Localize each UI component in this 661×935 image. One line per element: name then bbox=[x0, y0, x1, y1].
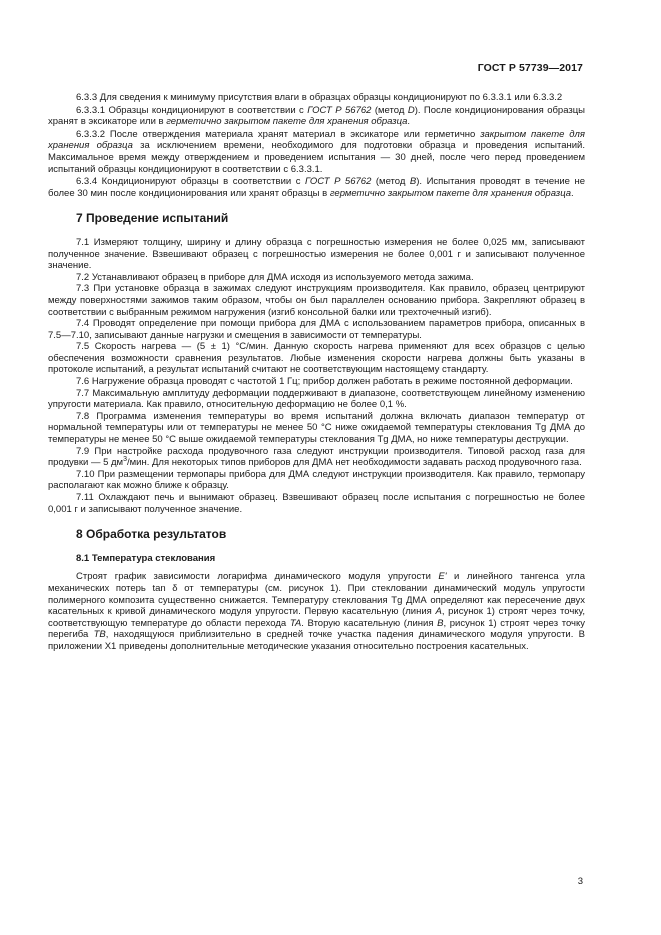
symbol: A bbox=[435, 606, 442, 618]
emphasis: герметично закрытом пакете для хранения образца bbox=[329, 187, 572, 199]
text: ). После кондиционирования образцы хранят в эксикаторе или в bbox=[48, 104, 585, 128]
paragraph-8-1 bbox=[48, 571, 585, 652]
text: (метод bbox=[371, 104, 408, 116]
text: , рисунок 1) строят через точку, соответствующую температуре до области перехода bbox=[48, 606, 585, 629]
standard-header: ГОСТ Р 57739—2017 bbox=[477, 62, 583, 74]
text: , находящуюся приблизительно в средней точке участка падения динамического модуля упругости. В приложении Х1 приведены дополнительные методические указания относительно построения касательных. bbox=[48, 629, 585, 652]
text: ). Испытания проводят в течение не более 30 мин после кондиционирования или хранят образцы в bbox=[48, 176, 586, 199]
paragraph-6-3-3-1 bbox=[48, 105, 585, 128]
text: . bbox=[571, 187, 574, 199]
symbol: B bbox=[437, 617, 444, 629]
standard-reference: ГОСТ Р 56762 bbox=[307, 104, 372, 116]
paragraph-7-3: 7.3 При установке образца в зажимах следуют инструкциям производителя. Как правило, образец центрируют между поверхностями зажимов таким образом, чтобы он был параллелен основанию прибора. Закрепляют образец в соответствии с выбранным режимом нагружения (изгиб консольной балки или трехточечный изгиб). bbox=[48, 283, 585, 318]
method-letter: D bbox=[407, 104, 415, 116]
document-body bbox=[48, 92, 585, 653]
text: . bbox=[407, 116, 411, 128]
symbol: TB bbox=[93, 629, 106, 641]
page-number: 3 bbox=[577, 876, 583, 887]
emphasis: закрытом пакете для хранения образца bbox=[48, 128, 585, 152]
text: 6.3.3.1 Образцы кондиционируют в соответствии с bbox=[76, 104, 308, 116]
text: за исключением времени, необходимого для подготовки образца и проведения испытаний. Максимальное время между отверждением и проведением испытания — 30 дней, после чего перед проведением испытаний образцы кондиционируют в соответствии с 6.3.3.1. bbox=[48, 140, 585, 175]
paragraph-7-10: 7.10 При размещении термопары прибора для ДМА следуют инструкции производителя. Как правило, термопару располагают как можно ближе к образцу. bbox=[48, 468, 585, 492]
text: 7.9 При настройке расхода продувочного газа следуют инструкции производителя. Типовой расход газа для продувки — 5 дм bbox=[48, 445, 585, 469]
superscript: 3 bbox=[123, 456, 127, 464]
text: . Вторую касательную (линия bbox=[301, 617, 438, 629]
paragraph-7-9 bbox=[48, 446, 585, 469]
paragraph-7-6: 7.6 Нагружение образца проводят с частотой 1 Гц; прибор должен работать в режиме постоянной деформации. bbox=[76, 376, 573, 388]
standard-reference: ГОСТ Р 56762 bbox=[304, 176, 372, 188]
text: Строят график зависимости логарифма динамического модуля упругости bbox=[76, 571, 439, 583]
paragraph-7-4: 7.4 Проводят определение при помощи прибора для ДМА с использованием параметров прибора, описанных в 7.5—7.10, записывают данные нагрузки и смещения в зависимости от температуры. bbox=[48, 318, 585, 341]
text: и линейного тангенса угла механических потерь tan δ от температуры (см. рисунок 1). При стекловании динамический модуль упругости полимерного композита существенно снижается. Температуру стеклования Tg ДМА определяют как пересечение двух касательных к кривой динамического модуля упругости. Первую касательную (линия bbox=[48, 571, 586, 618]
emphasis: герметично закрытом пакете для хранения образца bbox=[166, 116, 408, 128]
paragraph-7-2: 7.2 Устанавливают образец в приборе для ДМА исходя из используемого метода зажима. bbox=[76, 271, 474, 283]
paragraph-7-11: 7.11 Охлаждают печь и вынимают образец. Взвешивают образец после испытания с погрешностью не более 0,001 г и записывают полученное значение. bbox=[48, 492, 585, 515]
text: 6.3.3.2 После отверждения материала хранят материал в эксикаторе или герметично bbox=[76, 128, 481, 140]
text: 6.3.4 Кондиционируют образцы в соответствии с bbox=[76, 176, 305, 188]
text: /мин. Для некоторых типов приборов для ДМА нет необходимости задавать расход продувочного газа. bbox=[127, 457, 582, 469]
paragraph-7-8: 7.8 Программа изменения температуры во время испытаний должна включать диапазон температур от нормальной температуры или от температуры не менее 50 °С ниже ожидаемой температуры стеклования Tg ДМА до температуры не менее 50 °С выше ожидаемой температуры стеклования Tg ДМА, но ниже температуры деструкции. bbox=[48, 410, 585, 446]
text: , рисунок 1) строят через точку перегиба bbox=[48, 617, 585, 641]
paragraph-6-3-3: 6.3.3 Для сведения к минимуму присутствия влаги в образцах образцы кондиционируют по 6.3.3.1 или 6.3.3.2 bbox=[76, 92, 563, 103]
text: (метод bbox=[371, 176, 410, 188]
paragraph-7-5: 7.5 Скорость нагрева — (5 ± 1) °С/мин. Данную скорость нагрева применяют для всех образцов с целью обеспечения возможности сравнения результатов. Любые изменения скорости нагрева должны быть указаны в протоколе испытаний, а результат испытаний считают не соответствующим настоящему стандарту. bbox=[48, 341, 585, 376]
symbol: E' bbox=[438, 571, 447, 583]
paragraph-6-3-3-2 bbox=[48, 129, 585, 175]
section-heading-7: 7 Проведение испытаний bbox=[76, 211, 229, 226]
paragraph-7-7: 7.7 Максимальную амплитуду деформации поддерживают в диапазоне, соответствующем линейному изменению упругости материала. Как правило, относительную деформацию не более 0,1 %. bbox=[48, 387, 585, 411]
paragraph-6-3-4 bbox=[48, 176, 585, 199]
section-heading-8: 8 Обработка результатов bbox=[76, 527, 227, 542]
paragraph-7-1: 7.1 Измеряют толщину, ширину и длину образца с погрешностью измерения не более 0,025 мм, записывают полученное значение. Взвешивают образец с погрешностью измерения не более 0,001 г и записывают полученное значение. bbox=[48, 236, 585, 272]
subsection-heading-8-1: 8.1 Температура стеклования bbox=[76, 552, 216, 564]
symbol: TA bbox=[289, 617, 302, 629]
method-letter: В bbox=[409, 176, 417, 188]
